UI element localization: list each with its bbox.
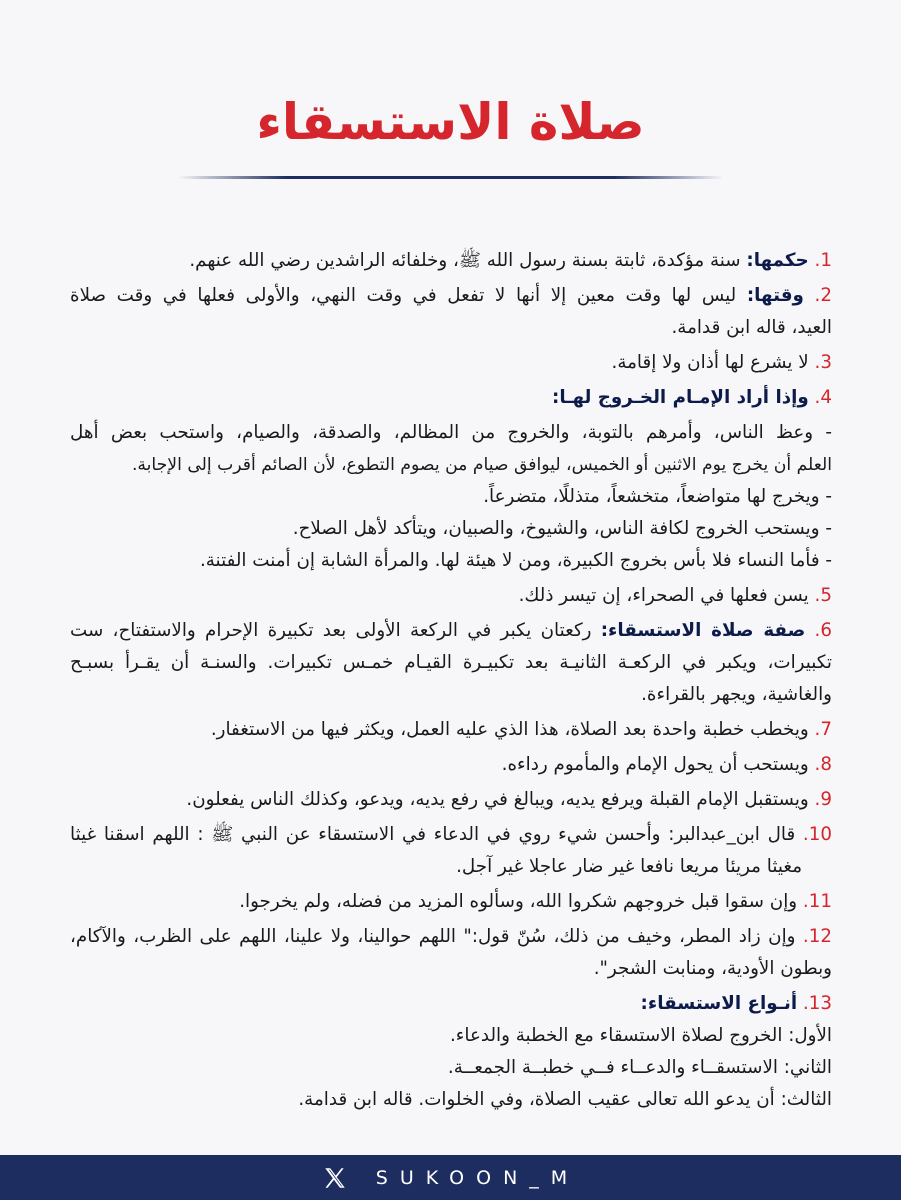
item-number: 11. — [802, 891, 832, 912]
item-text: ويستقبل الإمام القبلة ويرفع يديه، ويبالغ في رفع يديه، ويدعو، وكذلك الناس يفعلون. — [186, 789, 815, 810]
item-text: يسن فعلها في الصحراء، إن تيسر ذلك. — [518, 585, 815, 606]
item-line — [70, 280, 832, 312]
item-number: 13. — [802, 993, 832, 1014]
bullet-continuation: العلم أن يخرج يوم الاثنين أو الخميس، ليوافق صيام من يصوم التطوع، لأن الصائم أقرب إلى الإجابة. — [131, 455, 832, 475]
bullet-item: - ويخرج لها متواضعاً، متخشعاً، متذللًا، متضرعاً. — [483, 486, 832, 507]
type-item: الثاني: الاستسقــاء والدعــاء فــي خطبــة الجمعــة. — [447, 1057, 832, 1078]
item-text: ويخطب خطبة واحدة بعد الصلاة، هذا الذي عليه العمل، ويكثر فيها من الاستغفار. — [210, 719, 815, 740]
types-group — [70, 1020, 832, 1116]
type-item: الثالث: أن يدعو الله تعالى عقيب الصلاة، وفي الخلوات. قاله ابن قدامة. — [298, 1089, 832, 1110]
x-logo-icon[interactable] — [322, 1165, 348, 1191]
item-line — [70, 921, 832, 953]
item-number: 12. — [802, 926, 832, 947]
item-keyword: صفة صلاة الاستسقاء: — [600, 620, 806, 641]
item-text: وإن زاد المطر، وخيف من ذلك، سُنّ قول:" اللهم حوالينا، ولا علينا، اللهم على الظرب، والآكام، — [70, 926, 803, 947]
list-item-6 — [70, 615, 832, 711]
item-text: ليس لها وقت معين إلا أنها لا تفعل في وقت النهي، والأولى فعلها في وقت صلاة — [70, 285, 747, 306]
type-item: الأول: الخروج لصلاة الاستسقاء مع الخطبة والدعاء. — [449, 1025, 832, 1046]
item-keyword: وإذا أراد الإمـام الخـروج لهـا: — [552, 387, 809, 408]
item-number: 5. — [814, 585, 832, 606]
list-item-1 — [70, 245, 832, 277]
list-item-13 — [70, 988, 832, 1020]
list-item-2 — [70, 280, 832, 344]
list-item-12 — [70, 921, 832, 985]
title-divider — [178, 176, 723, 179]
item-number: 2. — [814, 285, 832, 306]
list-item-9 — [70, 784, 832, 816]
item-text: وإن سقوا قبل خروجهم شكروا الله، وسألوه المزيد من فضله، ولم يخرجوا. — [239, 891, 803, 912]
item-keyword: أنـواع الاستسقاء: — [640, 993, 798, 1014]
item-text: لا يشرع لها أذان ولا إقامة. — [611, 352, 815, 373]
bullet-group — [70, 417, 832, 577]
item-number: 8. — [814, 754, 832, 775]
item-number: 3. — [814, 352, 832, 373]
list-item-3 — [70, 347, 832, 379]
page-title: صلاة الاستسقاء — [256, 93, 645, 151]
item-number: 9. — [814, 789, 832, 810]
item-line: العيد، قاله ابن قدامة. — [671, 317, 832, 338]
item-line: مغيثا مريئا مريعا نافعا غير ضار عاجلا غير آجل. — [456, 856, 802, 877]
item-text: ركعتان يكبر في الركعة الأولى بعد تكبيرة الإحرام والاستفتاح، ست — [70, 620, 601, 641]
item-number: 1. — [814, 250, 832, 271]
list-item-4 — [70, 382, 832, 414]
account-handle: SUKOON_M — [375, 1166, 580, 1189]
item-number: 6. — [814, 620, 832, 641]
list-item-7 — [70, 714, 832, 746]
footer-bar — [0, 1155, 901, 1200]
item-text: ويستحب أن يحول الإمام والمأموم رداءه. — [501, 754, 815, 775]
list-item-5 — [70, 580, 832, 612]
item-number: 4. — [814, 387, 832, 408]
list-item-10 — [70, 819, 832, 883]
item-number: 7. — [814, 719, 832, 740]
bullet-item: - ويستحب الخروج لكافة الناس، والشيوخ، والصبيان، ويتأكد لأهل الصلاح. — [292, 518, 832, 539]
rulings-list — [70, 245, 832, 1116]
item-text: قال ابن_عبدالبر: وأحسن شيء روي في الدعاء في الاستسقاء عن النبي ﷺ : اللهم اسقنا غيثا — [70, 824, 803, 845]
bullet-item: - فأما النساء فلا بأس بخروج الكبيرة، ومن لا هيئة لها. والمرأة الشابة إن أمنت الفتنة. — [199, 550, 832, 571]
item-line — [70, 615, 832, 647]
item-line: وبطون الأودية، ومنابت الشجر". — [593, 958, 832, 979]
list-item-11 — [70, 886, 832, 918]
item-line — [70, 819, 832, 851]
bullet-item: - وعظ الناس، وأمرهم بالتوبة، والخروج من المظالم، والصدقة، والصيام، واستحب بعض أهل — [70, 422, 832, 443]
item-keyword: حكمها: — [746, 250, 809, 271]
item-line: والغاشية، ويجهر بالقراءة. — [641, 684, 832, 705]
item-number: 10. — [802, 824, 832, 845]
list-item-8 — [70, 749, 832, 781]
item-text: سنة مؤكدة، ثابتة بسنة رسول الله ﷺ، وخلفائه الراشدين رضي الله عنهم. — [189, 250, 747, 271]
item-keyword: وقتها: — [746, 285, 804, 306]
item-line: تكبيرات، ويكبر في الركعـة الثانيـة بعد تكبيـرة القيـام خمـس تكبيرات. والسنـة أن يقـرأ بسبـح — [70, 652, 832, 673]
